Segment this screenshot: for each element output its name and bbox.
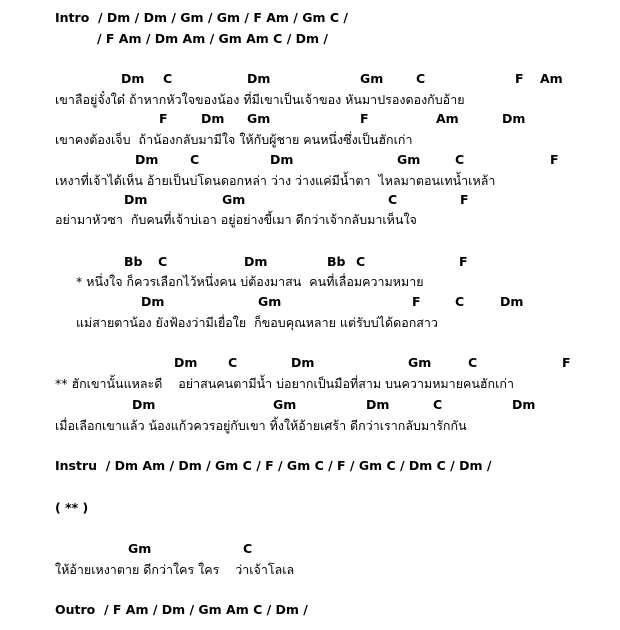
chord: Dm xyxy=(512,397,536,412)
chord: F xyxy=(459,254,468,269)
chord: C xyxy=(468,355,478,370)
outro-line: Outro / F Am / Dm / Gm Am C / Dm / xyxy=(55,602,308,617)
chord: Dm xyxy=(132,397,156,412)
chord: C xyxy=(356,254,366,269)
chord: C xyxy=(190,152,200,167)
chord: Dm xyxy=(201,111,225,126)
chord: Gm xyxy=(222,192,246,207)
chord: F xyxy=(412,294,421,309)
chord: Gm xyxy=(247,111,271,126)
chord: Dm xyxy=(121,71,145,86)
chord: F xyxy=(460,192,469,207)
chord: F xyxy=(562,355,571,370)
chord: Dm xyxy=(270,152,294,167)
chord: Dm xyxy=(124,192,148,207)
chord: C xyxy=(455,152,465,167)
chord: Am xyxy=(540,71,563,86)
chord: F xyxy=(159,111,168,126)
lyric-line: เขาลือยู่จั๋งใด๋ ถ้าหากหัวใจของน้อง ที่มีเขาเป็นเจ้าของ หันมาปรองดองกับอ้าย xyxy=(55,92,465,107)
chord: C xyxy=(243,541,253,556)
chord: Dm xyxy=(502,111,526,126)
chord: C xyxy=(158,254,168,269)
lyric-line: เขาคงต้องเจ็บ ถ้าน้องกลับมามีใจ ให้กับผู้ชาย คนหนึ่งซึ่งเป็นฮักเก่า xyxy=(55,132,413,147)
lyric-line: เหงาที่เจ้าได้เห็น อ้ายเป็นบ่โดนดอกหล่า ว่าง ว่างแค่มีน้ำตา ไหลมาตอนเทน้ำเหล้า xyxy=(55,173,496,188)
lyric-line: เมื่อเลือกเขาแล้ว น้องแก้วควรอยู่กับเขา ทิ้งให้อ้ายเศร้า ดีกว่าเรากลับมารักกัน xyxy=(55,418,467,433)
chord: Gm xyxy=(273,397,297,412)
chord: Gm xyxy=(408,355,432,370)
chord: Dm xyxy=(247,71,271,86)
chord: F xyxy=(515,71,524,86)
instru-line: Instru / Dm Am / Dm / Gm C / F / Gm C / F / Gm C / Dm C / Dm / xyxy=(55,458,492,473)
lyric-line: ** ฮักเขานั้นแหละดี อย่าสนคนตามีน้ำ บ่อยากเป็นมือที่สาม บนความหมายคนฮักเก่า xyxy=(55,376,514,391)
chord: Gm xyxy=(397,152,421,167)
chord: F xyxy=(550,152,559,167)
intro-line-2: / F Am / Dm Am / Gm Am C / Dm / xyxy=(97,31,328,46)
lyric-line: แม่สายตาน้อง ยังฟ้องว่ามีเยื่อใย ก็ขอบคุณหลาย แต่รับบ่ได้ดอกสาว xyxy=(76,315,438,330)
chord: Dm xyxy=(366,397,390,412)
lyric-line: ให้อ้ายเหงาตาย ดีกว่าใคร ใคร ว่าเจ้าโลเล xyxy=(55,562,295,577)
chord: C xyxy=(388,192,398,207)
chord: Dm xyxy=(291,355,315,370)
chord: Bb xyxy=(327,254,346,269)
chord: C xyxy=(433,397,443,412)
lyric-line: * หนึ่งใจ ก็ควรเลือกไว้หนึ่งคน บ่ต้องมาสน คนที่เลื่อมความหมาย xyxy=(76,274,424,289)
chord: Dm xyxy=(135,152,159,167)
chord: Am xyxy=(436,111,459,126)
chord: Dm xyxy=(244,254,268,269)
chord: C xyxy=(416,71,426,86)
chord: Gm xyxy=(128,541,152,556)
chord: C xyxy=(455,294,465,309)
chord: Dm xyxy=(174,355,198,370)
lyric-line: อย่ามาหัวซา กับคนที่เจ้าบ่เอา อยู่อย่างขี้เมา ดีกว่าเจ้ากลับมาเห็นใจ xyxy=(55,212,417,227)
chord: Dm xyxy=(141,294,165,309)
chord: Gm xyxy=(258,294,282,309)
chord: F xyxy=(360,111,369,126)
chord: Gm xyxy=(360,71,384,86)
repeat-marker: ( ** ) xyxy=(55,500,89,515)
intro-line-1: Intro / Dm / Dm / Gm / Gm / F Am / Gm C / xyxy=(55,10,348,25)
chord: C xyxy=(228,355,238,370)
chord: Bb xyxy=(124,254,143,269)
chord: Dm xyxy=(500,294,524,309)
chord: C xyxy=(163,71,173,86)
